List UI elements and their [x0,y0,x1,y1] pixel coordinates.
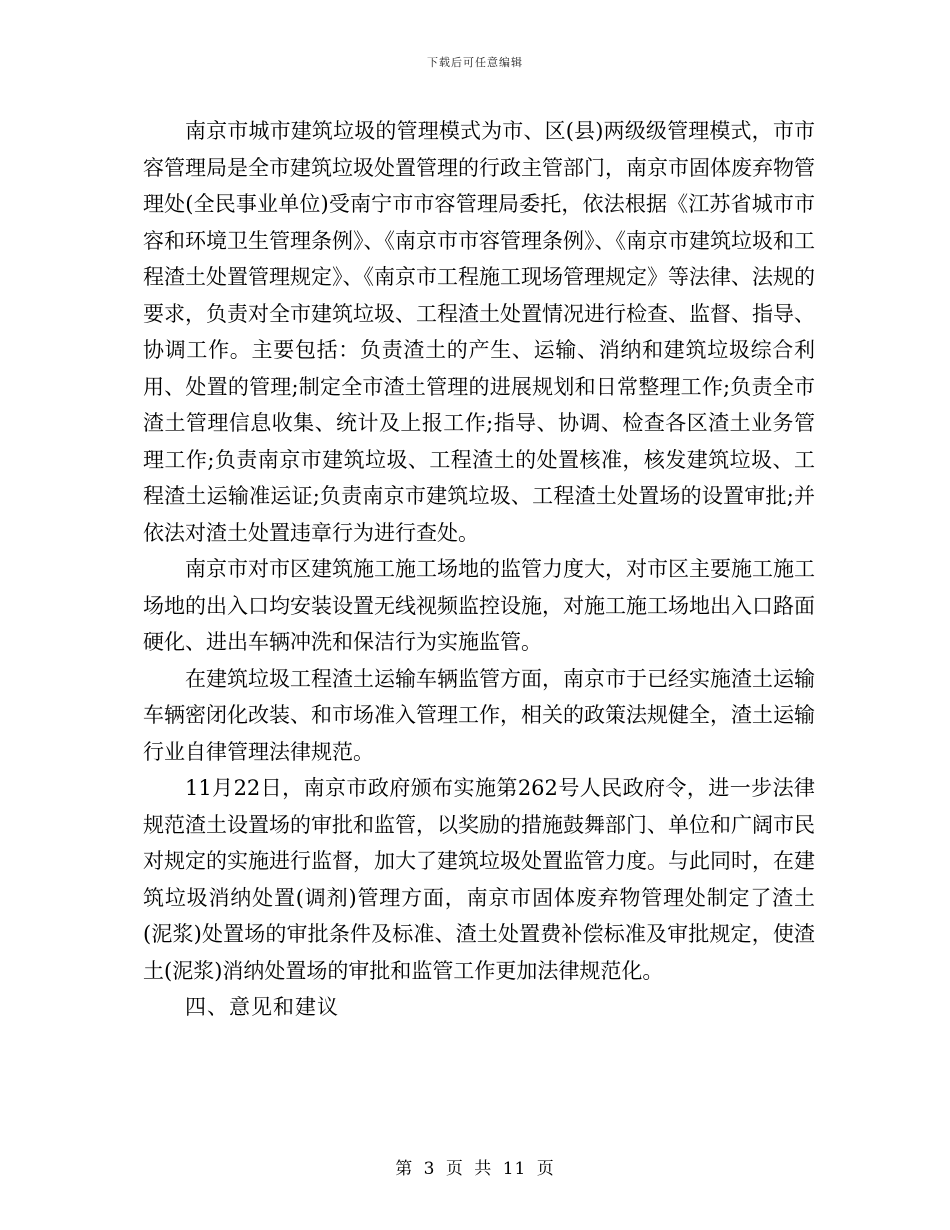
page-number-footer: 第 3 页 共 11 页 [395,1159,555,1179]
header-note: 下载后可任意编辑 [427,56,523,69]
section-heading: 四、意见和建议 [185,995,339,1019]
document-body [143,113,815,1026]
paragraph-government-order: 11月22日，南京市政府颁布实施第262号人民政府令，进一步法律规范渣土设置场的审批和监管，以奖励的措施鼓舞部门、单位和广阔市民对规定的实施进行监督，加大了建筑垃圾处置监管力度。与此同时，在建筑垃圾消纳处置(调剂)管理方面，南京市固体废弃物管理处制定了渣土(泥浆)处置场的审批条件及标准、渣土处置费补偿标准及审批规定，使渣土(泥浆)消纳处置场的审批和监管工作更加法律规范化。 [143,776,815,983]
paragraph-vehicle-supervision: 在建筑垃圾工程渣土运输车辆监管方面，南京市于已经实施渣土运输车辆密闭化改装、和市场准入管理工作，相关的政策法规健全，渣土运输行业自律管理法律规范。 [143,666,815,764]
paragraph-site-supervision: 南京市对市区建筑施工施工场地的监管力度大，对市区主要施工施工场地的出入口均安装设置无线视频监控设施，对施工施工场地出入口路面硬化、进出车辆冲洗和保洁行为实施监管。 [143,557,815,654]
paragraph-management-model: 南京市城市建筑垃圾的管理模式为市、区(县)两级级管理模式，市市容管理局是全市建筑垃圾处置管理的行政主管部门，南京市固体废弃物管理处(全民事业单位)受南宁市市容管理局委托，依法根据《江苏省城市市容和环境卫生管理条例》、《南京市市容管理条例》、《南京市建筑垃圾和工程渣土处置管理规定》、《南京市工程施工现场管理规定》等法律、法规的要求，负责对全市建筑垃圾、工程渣土处置情况进行检查、监督、指导、协调工作。主要包括：负责渣土的产生、运输、消纳和建筑垃圾综合利用、处置的管理;制定全市渣土管理的进展规划和日常整理工作;负责全市渣土管理信息收集、统计及上报工作;指导、协调、检查各区渣土业务管理工作;负责南京市建筑垃圾、工程渣土的处置核准，核发建筑垃圾、工程渣土运输准运证;负责南京市建筑垃圾、工程渣土处置场的设置审批;并依法对渣土处置违章行为进行查处。 [143,119,815,545]
